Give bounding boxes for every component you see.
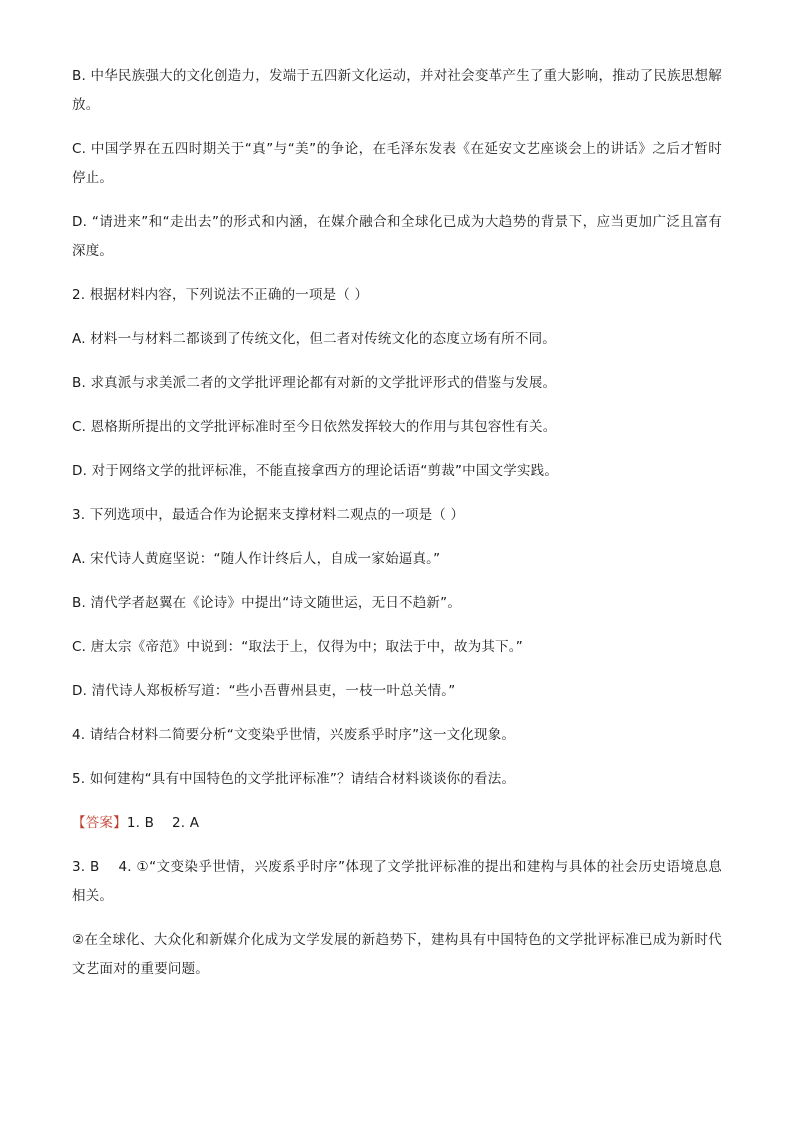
answer-tag: 【答案】 (72, 815, 127, 831)
option-3d: D. 清代诗人郑板桥写道：“些小吾曹州县吏，一枝一叶总关情。” (72, 683, 456, 699)
answer-4-point-2: ②在全球化、大众化和新媒介化成为文学发展的新趋势下，建构具有中国特色的文学批评标准已成为新时代文艺面对的重要问题。 (72, 932, 722, 977)
option-2a: A. 材料一与材料二都谈到了传统文化，但二者对传统文化的态度立场有所不同。 (72, 331, 556, 347)
option-2d: D. 对于网络文学的批评标准，不能直接拿西方的理论话语“剪裁”中国文学实践。 (72, 463, 559, 479)
document-page (72, 62, 722, 999)
option-2c: C. 恩格斯所提出的文学批评标准时至今日依然发挥较大的作用与其包容性有关。 (72, 419, 557, 435)
answer-text: 1. B 2. A (126, 815, 200, 831)
option-2b: B. 求真派与求美派二者的文学批评理论都有对新的文学批评形式的借鉴与发展。 (72, 375, 557, 391)
question-4: 4. 请结合材料二简要分析“文变染乎世情，兴废系乎时序”这一文化现象。 (72, 727, 516, 743)
answer-line (72, 809, 722, 838)
question-3: 3. 下列选项中，最适合作为论据来支撑材料二观点的一项是（ ） (72, 507, 465, 523)
option-1b: B. 中华民族强大的文化创造力，发端于五四新文化运动，并对社会变革产生了重大影响，推动了民族思想解放。 (72, 68, 722, 113)
question-2: 2. 根据材料内容，下列说法不正确的一项是（ ） (72, 287, 369, 303)
option-3a: A. 宋代诗人黄庭坚说：“随人作计终后人，自成一家始逼真。” (72, 551, 441, 567)
option-3c: C. 唐太宗《帝范》中说到：“取法于上，仅得为中；取法于中，故为其下。” (72, 639, 523, 655)
answer-3-4: 3. B 4. ①“文变染乎世情，兴废系乎时序”体现了文学批评标准的提出和建构与具体的社会历史语境息息相关。 (72, 859, 722, 904)
option-1c: C. 中国学界在五四时期关于“真”与“美”的争论，在毛泽东发表《在延安文艺座谈会上的讲话》之后才暂时停止。 (72, 141, 722, 186)
option-3b: B. 清代学者赵翼在《论诗》中提出“诗文随世运，无日不趋新”。 (72, 595, 462, 611)
option-1d: D. “请进来”和“走出去”的形式和内涵，在媒介融合和全球化已成为大趋势的背景下，应当更加广泛且富有深度。 (72, 214, 722, 259)
question-5: 5. 如何建构“具有中国特色的文学批评标准”？请结合材料谈谈你的看法。 (72, 771, 516, 787)
